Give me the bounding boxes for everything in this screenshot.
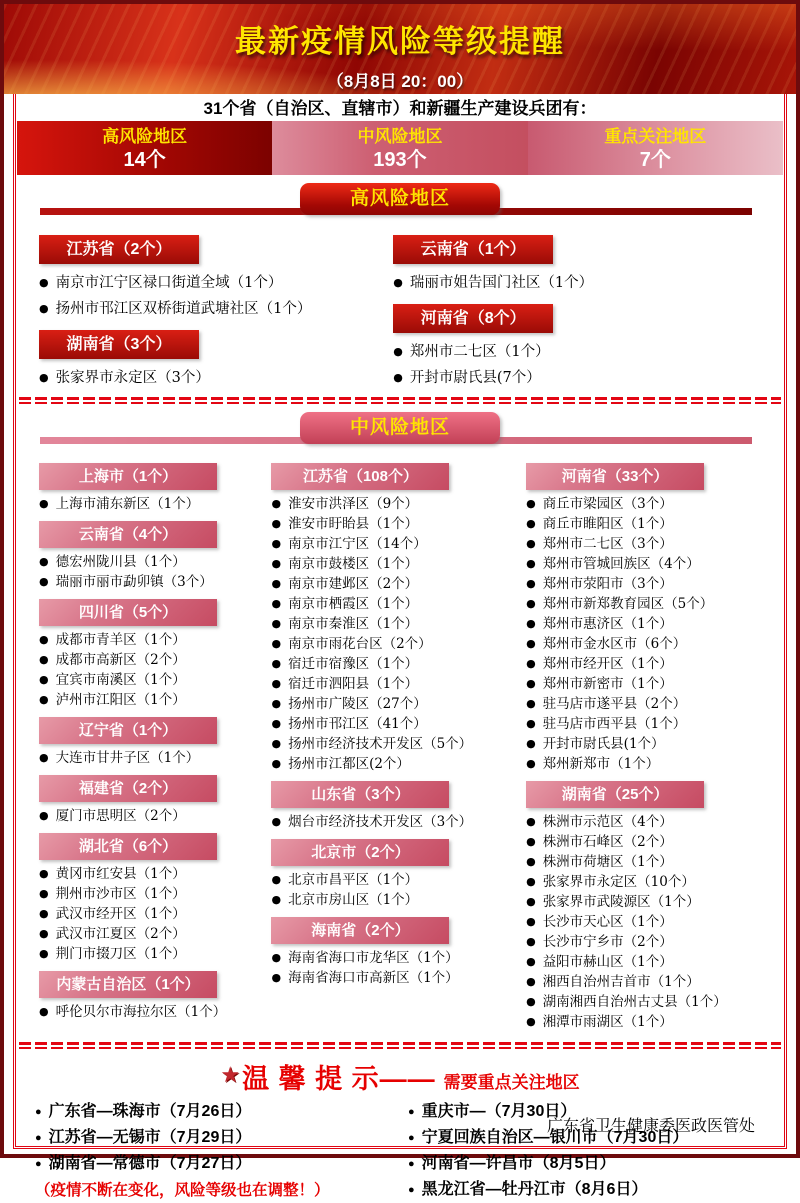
mid-risk-section-title: 中风险地区 (300, 412, 500, 444)
area-item: ● 荆门市掇刀区（1个） (39, 944, 257, 964)
province-badge: 四川省（5个） (39, 599, 217, 626)
area-list (391, 270, 763, 298)
issuer-signature: 广东省卫生健康委医政医管处 (546, 1116, 755, 1135)
area-item: ● 长沙市天心区（1个） (526, 912, 763, 932)
area-list (524, 812, 763, 1034)
dashed-divider (19, 397, 781, 404)
area-list (37, 494, 257, 516)
area-item: ● 北京市昌平区（1个） (271, 870, 512, 890)
area-item: ● 郑州市二七区（3个） (526, 534, 763, 554)
province-badge: 江苏省（108个） (271, 463, 449, 490)
province-badge: 海南省（2个） (271, 917, 449, 944)
area-list (37, 630, 257, 712)
area-list (269, 948, 512, 990)
province-badge: 福建省（2个） (39, 775, 217, 802)
province-badge: 内蒙古自治区（1个） (39, 971, 217, 998)
stat-high-risk (17, 121, 272, 175)
area-item: ● 郑州市荥阳市（3个） (526, 574, 763, 594)
area-list (37, 1002, 257, 1024)
risk-column (263, 458, 518, 1034)
area-list (524, 494, 763, 776)
area-item: ● 海南省海口市龙华区（1个） (271, 948, 512, 968)
area-item: ● 开封市尉氏县(7个） (393, 365, 763, 391)
stat-watch-label: 重点关注地区 (604, 127, 707, 146)
area-item: ● 宿迁市宿豫区（1个） (271, 654, 512, 674)
area-item: ● 南京市江宁区禄口街道全域（1个） (39, 270, 379, 296)
area-item: ● 商丘市梁园区（3个） (526, 494, 763, 514)
stat-watch (528, 121, 783, 175)
notice-subtitle: 需要重点关注地区 (443, 1073, 580, 1092)
area-item: ● 湖南湘西自治州古丈县（1个） (526, 992, 763, 1012)
risk-stats-row (17, 121, 783, 175)
risk-column (31, 458, 263, 1034)
province-badge: 湖南省（25个） (526, 781, 704, 808)
notice-title: 温 馨 提 示—— (242, 1064, 436, 1094)
stat-high-risk-count: 14个 (123, 149, 166, 171)
area-item: ● 瑞丽市丽市勐卯镇（3个） (39, 572, 257, 592)
notice-item: ● 江苏省—无锡市（7月29日） (35, 1125, 392, 1151)
area-item: ● 北京市房山区（1个） (271, 890, 512, 910)
area-item: ● 海南省海口市高新区（1个） (271, 968, 512, 988)
notice-warning-note: （疫情不断在变化，风险等级也在调整！） (35, 1180, 330, 1199)
area-item: ● 南京市雨花台区（2个） (271, 634, 512, 654)
area-item: ● 成都市高新区（2个） (39, 650, 257, 670)
area-list (269, 870, 512, 912)
area-item: ● 黄冈市红安县（1个） (39, 864, 257, 884)
area-item: ● 扬州市广陵区（27个） (271, 694, 512, 714)
area-item: ● 南京市江宁区（14个） (271, 534, 512, 554)
province-badge: 辽宁省（1个） (39, 717, 217, 744)
notice-item: ● 广东省—珠海市（7月26日） (35, 1099, 392, 1125)
province-badge: 湖南省（3个） (39, 330, 199, 359)
notice-item: ● 湖南省—常德市（7月27日） (35, 1151, 392, 1177)
area-item: ● 南京市秦淮区（1个） (271, 614, 512, 634)
area-list (37, 270, 379, 324)
area-item: ● 南京市鼓楼区（1个） (271, 554, 512, 574)
area-item: ● 张家界市永定区（10个） (526, 872, 763, 892)
area-item: ● 德宏州陇川县（1个） (39, 552, 257, 572)
area-item: ● 武汉市江夏区（2个） (39, 924, 257, 944)
area-list (391, 339, 763, 393)
scope-subtitle: 31个省（自治区、直辖市）和新疆生产建设兵团有： (203, 99, 597, 118)
area-list (37, 806, 257, 828)
area-item: ● 淮安市洪泽区（9个） (271, 494, 512, 514)
area-item: ● 扬州市经济技术开发区（5个） (271, 734, 512, 754)
risk-column (31, 229, 385, 393)
area-item: ● 南京市建邺区（2个） (271, 574, 512, 594)
risk-column (518, 458, 769, 1034)
area-item: ● 株洲市石峰区（2个） (526, 832, 763, 852)
area-item: ● 驻马店市西平县（1个） (526, 714, 763, 734)
province-badge: 河南省（8个） (393, 304, 553, 333)
area-item: ● 株洲市示范区（4个） (526, 812, 763, 832)
area-item: ● 开封市尉氏县(1个） (526, 734, 763, 754)
area-item: ● 郑州市管城回族区（4个） (526, 554, 763, 574)
notice-item: ● 黑龙江省—牡丹江市（8月6日） (408, 1177, 765, 1203)
notice-columns (17, 1093, 783, 1203)
poster-content (17, 96, 783, 1199)
province-badge: 云南省（1个） (393, 235, 553, 264)
poster-datetime: （8月8日 20：00） (326, 72, 474, 91)
area-item: ● 郑州市二七区（1个） (393, 339, 763, 365)
province-badge: 河南省（33个） (526, 463, 704, 490)
notice-left-list (35, 1099, 392, 1177)
area-item: ● 瑞丽市姐告国门社区（1个） (393, 270, 763, 296)
stat-mid-risk-count: 193个 (373, 149, 427, 171)
notice-header (17, 1057, 783, 1093)
area-item: ● 郑州市新郑教育园区（5个） (526, 594, 763, 614)
area-item: ● 株洲市荷塘区（1个） (526, 852, 763, 872)
area-item: ● 武汉市经开区（1个） (39, 904, 257, 924)
area-item: ● 商丘市睢阳区（1个） (526, 514, 763, 534)
area-item: ● 益阳市赫山区（1个） (526, 952, 763, 972)
area-list (269, 494, 512, 776)
stat-mid-risk-label: 中风险地区 (357, 127, 443, 146)
province-badge: 江苏省（2个） (39, 235, 199, 264)
area-item: ● 扬州市邗江区（41个） (271, 714, 512, 734)
province-badge: 上海市（1个） (39, 463, 217, 490)
area-item: ● 郑州新郑市（1个） (526, 754, 763, 774)
area-item: ● 扬州市邗江区双桥街道武塘社区（1个） (39, 296, 379, 322)
area-item: ● 淮安市盱眙县（1个） (271, 514, 512, 534)
province-badge: 山东省（3个） (271, 781, 449, 808)
area-item: ● 荆州市沙市区（1个） (39, 884, 257, 904)
area-item: ● 宿迁市泗阳县（1个） (271, 674, 512, 694)
area-list (37, 864, 257, 966)
mid-risk-columns (17, 458, 783, 1034)
area-item: ● 湘西自治州吉首市（1个） (526, 972, 763, 992)
stat-high-risk-label: 高风险地区 (102, 127, 188, 146)
area-list (37, 365, 379, 393)
area-item: ● 南京市栖霞区（1个） (271, 594, 512, 614)
area-item: ● 张家界市永定区（3个） (39, 365, 379, 391)
high-risk-columns (17, 229, 783, 393)
area-item: ● 扬州市江都区(2个） (271, 754, 512, 774)
area-item: ● 成都市青羊区（1个） (39, 630, 257, 650)
area-item: ● 张家界市武陵源区（1个） (526, 892, 763, 912)
area-item: ● 郑州市经开区（1个） (526, 654, 763, 674)
area-item: ● 宜宾市南溪区（1个） (39, 670, 257, 690)
area-list (37, 748, 257, 770)
area-item: ● 厦门市思明区（2个） (39, 806, 257, 826)
area-list (37, 552, 257, 594)
area-item: ● 郑州市惠济区（1个） (526, 614, 763, 634)
dashed-divider (19, 1042, 781, 1049)
area-item: ● 驻马店市遂平县（2个） (526, 694, 763, 714)
mid-risk-section-header (17, 412, 783, 458)
area-item: ● 上海市浦东新区（1个） (39, 494, 257, 514)
notice-left-column (27, 1099, 400, 1203)
high-risk-section-header (17, 183, 783, 229)
area-item: ● 泸州市江阳区（1个） (39, 690, 257, 710)
star-icon: ★ (220, 1062, 241, 1087)
area-item: ● 长沙市宁乡市（2个） (526, 932, 763, 952)
area-item: ● 大连市甘井子区（1个） (39, 748, 257, 768)
high-risk-section-title: 高风险地区 (300, 183, 500, 215)
area-item: ● 湘潭市雨湖区（1个） (526, 1012, 763, 1032)
area-list (269, 812, 512, 834)
area-item: ● 烟台市经济技术开发区（3个） (271, 812, 512, 832)
risk-column (385, 229, 769, 393)
province-badge: 湖北省（6个） (39, 833, 217, 860)
province-badge: 北京市（2个） (271, 839, 449, 866)
stat-mid-risk (272, 121, 527, 175)
area-item: ● 郑州市金水区市（6个） (526, 634, 763, 654)
area-item: ● 郑州市新密市（1个） (526, 674, 763, 694)
notice-item: ● 宁夏回族自治区—银川市（7月30日） (408, 1125, 765, 1151)
stat-watch-count: 7个 (639, 149, 671, 171)
area-item: ● 呼伦贝尔市海拉尔区（1个） (39, 1002, 257, 1022)
province-badge: 云南省（4个） (39, 521, 217, 548)
notice-item: ● 重庆市—（7月30日） (408, 1099, 765, 1125)
poster-title: 最新疫情风险等级提醒 (235, 24, 565, 59)
header-banner (4, 4, 796, 94)
notice-item: ● 河南省—许昌市（8月5日） (408, 1151, 765, 1177)
